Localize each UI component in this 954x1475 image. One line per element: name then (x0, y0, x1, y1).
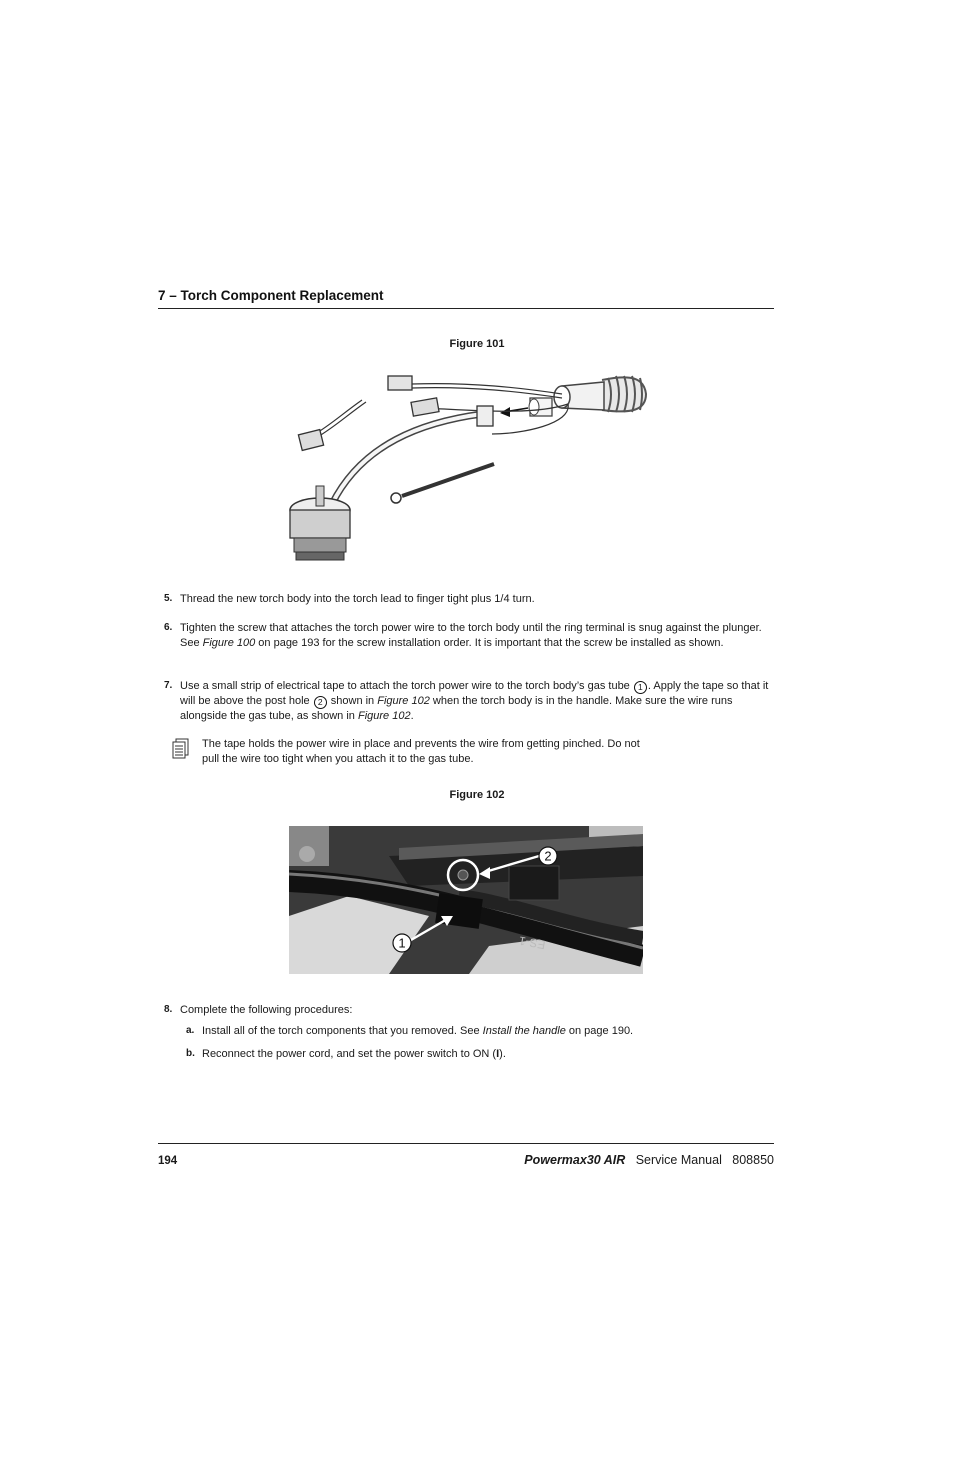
callout-1: 1 (634, 681, 647, 694)
section-title: 7 – Torch Component Replacement (158, 288, 384, 303)
step-text: Thread the new torch body into the torch lead to finger tight plus 1/4 turn. (180, 593, 535, 605)
product-name: Powermax30 AIR (524, 1153, 626, 1167)
step-text: Use a small strip of electrical tape to attach the torch power wire to the torch body’s gas tube 1 . Apply the tape so that it will be above the post hole 2 shown in Figure 102 when the torch body is in the handle. Make sure the wire runs alongside the gas tube, as shown in Figure 102. (180, 680, 769, 722)
substep-text: Install all of the torch components that you removed. See Install the handle on page 190. (202, 1025, 634, 1037)
step-text: Tighten the screw that attaches the torch power wire to the torch body until the ring terminal is snug against the plunger. See Figure 100 on page 193 for the screw installation order. It is important that the screw be installed as shown. (180, 622, 762, 649)
callout-2-label: 2 (544, 848, 552, 864)
footer-doc-info (524, 1153, 774, 1167)
step-number: 8. (164, 1004, 173, 1015)
callout-1-label: 1 (398, 935, 406, 951)
figure-reference[interactable]: Figure 100 (202, 636, 256, 649)
tape-label: ES-1 (517, 933, 547, 952)
substep-text: Reconnect the power cord, and set the power switch to ON (I). (202, 1048, 506, 1060)
figure-101-illustration (272, 364, 652, 564)
part-number: 808850 (732, 1153, 774, 1167)
document-type: Service Manual (635, 1153, 722, 1167)
figure-reference[interactable]: Figure 102 (377, 695, 430, 707)
note-icon (172, 738, 190, 760)
step-number: 7. (164, 680, 173, 691)
callout-2: 2 (314, 696, 327, 709)
figure-reference[interactable]: Figure 102 (357, 710, 411, 722)
footer-rule (158, 1143, 774, 1144)
figure-102-photo (289, 826, 643, 974)
header-rule (158, 308, 774, 309)
page-number: 194 (158, 1155, 178, 1167)
figure-101-title: Figure 101 (449, 338, 505, 350)
step-text: Complete the following procedures: (180, 1004, 353, 1016)
figure-102-title: Figure 102 (449, 789, 505, 801)
step-number: 6. (164, 622, 173, 633)
step-number: 5. (164, 593, 173, 604)
power-on-symbol: I (496, 1048, 500, 1060)
section-reference[interactable]: Install the handle (482, 1025, 566, 1037)
substep-letter: b. (186, 1048, 195, 1059)
note-text: The tape holds the power wire in place and prevents the wire from getting pinched. Do not pull the wire too tight when you attach it to the gas tube. (202, 738, 640, 765)
substep-letter: a. (186, 1025, 195, 1036)
